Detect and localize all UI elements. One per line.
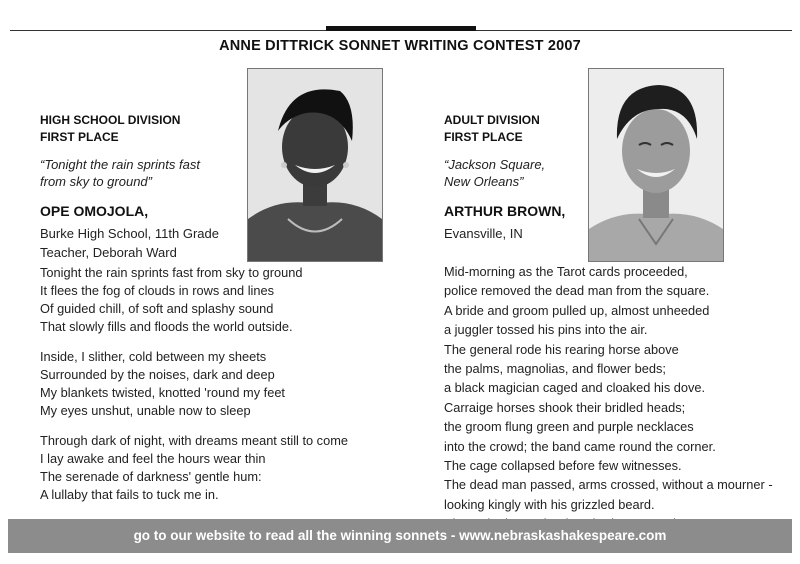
high-school-poem-title — [40, 156, 200, 190]
poem-title-line: New Orleans” — [444, 174, 524, 189]
poem-line: The dead man passed, arms crossed, without a mourner - — [444, 477, 773, 493]
poem-line: police removed the dead man from the square. — [444, 283, 710, 299]
poem-line: Surrounded by the noises, dark and deep — [40, 367, 275, 382]
poem-title-line: “Jackson Square, — [444, 157, 546, 172]
poem-line: looking kingly with his grizzled beard. — [444, 496, 655, 512]
poem-line: a black magician caged and cloaked his dove. — [444, 380, 706, 396]
poem-line: into the crowd; the band came round the corner. — [444, 438, 716, 454]
adult-division-heading — [444, 112, 540, 146]
high-school-author-details — [40, 224, 219, 262]
poem-stanza — [40, 264, 348, 336]
poem-line: The general rode his rearing horse above — [444, 341, 679, 357]
top-rule-tab — [326, 26, 476, 31]
place-label: FIRST PLACE — [444, 130, 523, 144]
poem-line: the palms, magnolias, and flower beds; — [444, 361, 666, 377]
poem-line: Carraige horses shook their bridled heads; — [444, 399, 686, 415]
poem-line: a juggler tossed his pins into the air. — [444, 322, 648, 338]
poem-line: That slowly fills and floods the world outside. — [40, 319, 293, 334]
adult-winner-photo — [588, 68, 724, 262]
poem-line: Inside, I slither, cold between my sheets — [40, 349, 267, 364]
adult-author-details — [444, 224, 523, 243]
poem-line: Through dark of night, with dreams meant still to come — [40, 433, 348, 448]
high-school-division-heading — [40, 112, 180, 146]
poem-line: It flees the fog of clouds in rows and lines — [40, 283, 275, 298]
poem-line: I lay awake and feel the hours wear thin — [40, 451, 266, 466]
adult-author-name: ARTHUR BROWN, — [444, 203, 566, 219]
author-school: Burke High School, 11th Grade — [40, 226, 219, 241]
poem-title-line: from sky to ground” — [40, 174, 152, 189]
poem-line: My eyes unshut, unable now to sleep — [40, 403, 251, 418]
poem-line: the groom flung green and purple necklaces — [444, 419, 694, 435]
poem-line: A bride and groom pulled up, almost unheeded — [444, 302, 710, 318]
poem-line: My blankets twisted, knotted 'round my feet — [40, 385, 285, 400]
author-teacher: Teacher, Deborah Ward — [40, 245, 177, 260]
adult-sonnet — [444, 262, 773, 534]
division-label: HIGH SCHOOL DIVISION — [40, 113, 181, 127]
poem-stanza — [40, 432, 348, 504]
poem-line: The cage collapsed before few witnesses. — [444, 458, 682, 474]
division-label: ADULT DIVISION — [444, 113, 540, 127]
author-location: Evansville, IN — [444, 226, 523, 241]
poem-line: Mid-morning as the Tarot cards proceeded, — [444, 264, 688, 279]
high-school-winner-photo — [247, 68, 383, 262]
page-title: ANNE DITTRICK SONNET WRITING CONTEST 2007 — [219, 38, 581, 54]
high-school-author-name: OPE OMOJOLA, — [40, 203, 149, 219]
poem-title-line: “Tonight the rain sprints fast — [40, 157, 200, 172]
poem-line: Tonight the rain sprints fast from sky to ground — [40, 265, 303, 280]
poem-line: A lullaby that fails to tuck me in. — [40, 487, 219, 502]
adult-poem-title — [444, 156, 545, 190]
poem-line: Of guided chill, of soft and splashy sound — [40, 301, 274, 316]
website-banner: go to our website to read all the winning sonnets - www.nebraskashakespeare.com — [8, 519, 792, 553]
poem-stanza — [40, 348, 348, 420]
poem-line: The serenade of darkness' gentle hum: — [40, 469, 262, 484]
place-label: FIRST PLACE — [40, 130, 119, 144]
